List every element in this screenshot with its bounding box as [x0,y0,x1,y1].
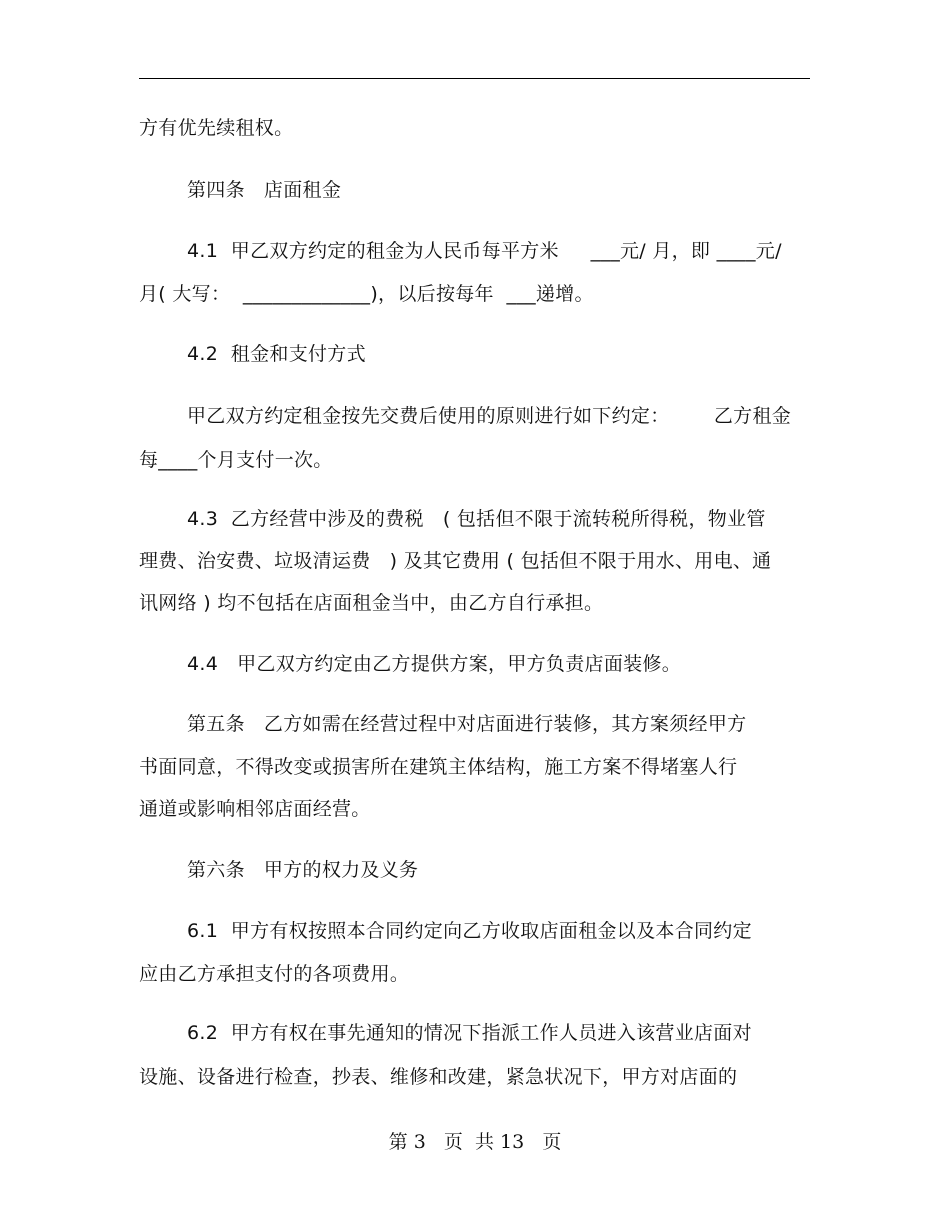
clause-6-1-line-1: 6.1 甲方有权按照本合同约定向乙方收取店面租金以及本合同约定 [187,920,752,942]
clause-4-3-line-2: 理费、治安费、垃圾清运费 ) 及其它费用 ( 包括但不限于用水、用电、通 [139,550,772,572]
clause-4-1-line-1: 4.1 甲乙双方约定的租金为人民币每平方米 ___元/ 月，即 ____元/ [187,240,782,262]
page-number-footer: 第 3 页 共 13 页 [388,1131,562,1153]
clause-4-2-heading: 4.2 租金和支付方式 [187,343,366,365]
article-5-line-1: 第五条 乙方如需在经营过程中对店面进行装修，其方案须经甲方 [187,713,747,735]
paragraph-line: 方有优先续租权。 [139,117,294,139]
clause-4-3-line-3: 讯网络 ) 均不包括在店面租金当中，由乙方自行承担。 [139,592,604,614]
clause-4-3-line-1: 4.3 乙方经营中涉及的费税 ( 包括但不限于流转税所得税，物业管 [187,508,766,530]
clause-6-1-line-2: 应由乙方承担支付的各项费用。 [139,963,410,985]
header-rule [139,78,810,79]
payment-line-1: 甲乙双方约定租金按先交费后使用的原则进行如下约定： 乙方租金 [187,405,792,427]
clause-6-2-line-2: 设施、设备进行检查，抄表、维修和改建，紧急状况下，甲方对店面的 [139,1066,738,1088]
article-5-line-2: 书面同意，不得改变或损害所在建筑主体结构，施工方案不得堵塞人行 [139,756,738,778]
article-5-line-3: 通道或影响相邻店面经营。 [139,798,371,820]
payment-line-2: 每____个月支付一次。 [139,449,333,471]
article-6-heading: 第六条 甲方的权力及义务 [187,859,419,881]
clause-6-2-line-1: 6.2 甲方有权在事先通知的情况下指派工作人员进入该营业店面对 [187,1022,752,1044]
clause-4-1-line-2: 月( 大写： _____________)，以后按每年 ___递增。 [139,283,594,305]
clause-4-4: 4.4 甲乙双方约定由乙方提供方案，甲方负责店面装修。 [187,653,682,675]
article-4-heading: 第四条 店面租金 [187,179,342,201]
